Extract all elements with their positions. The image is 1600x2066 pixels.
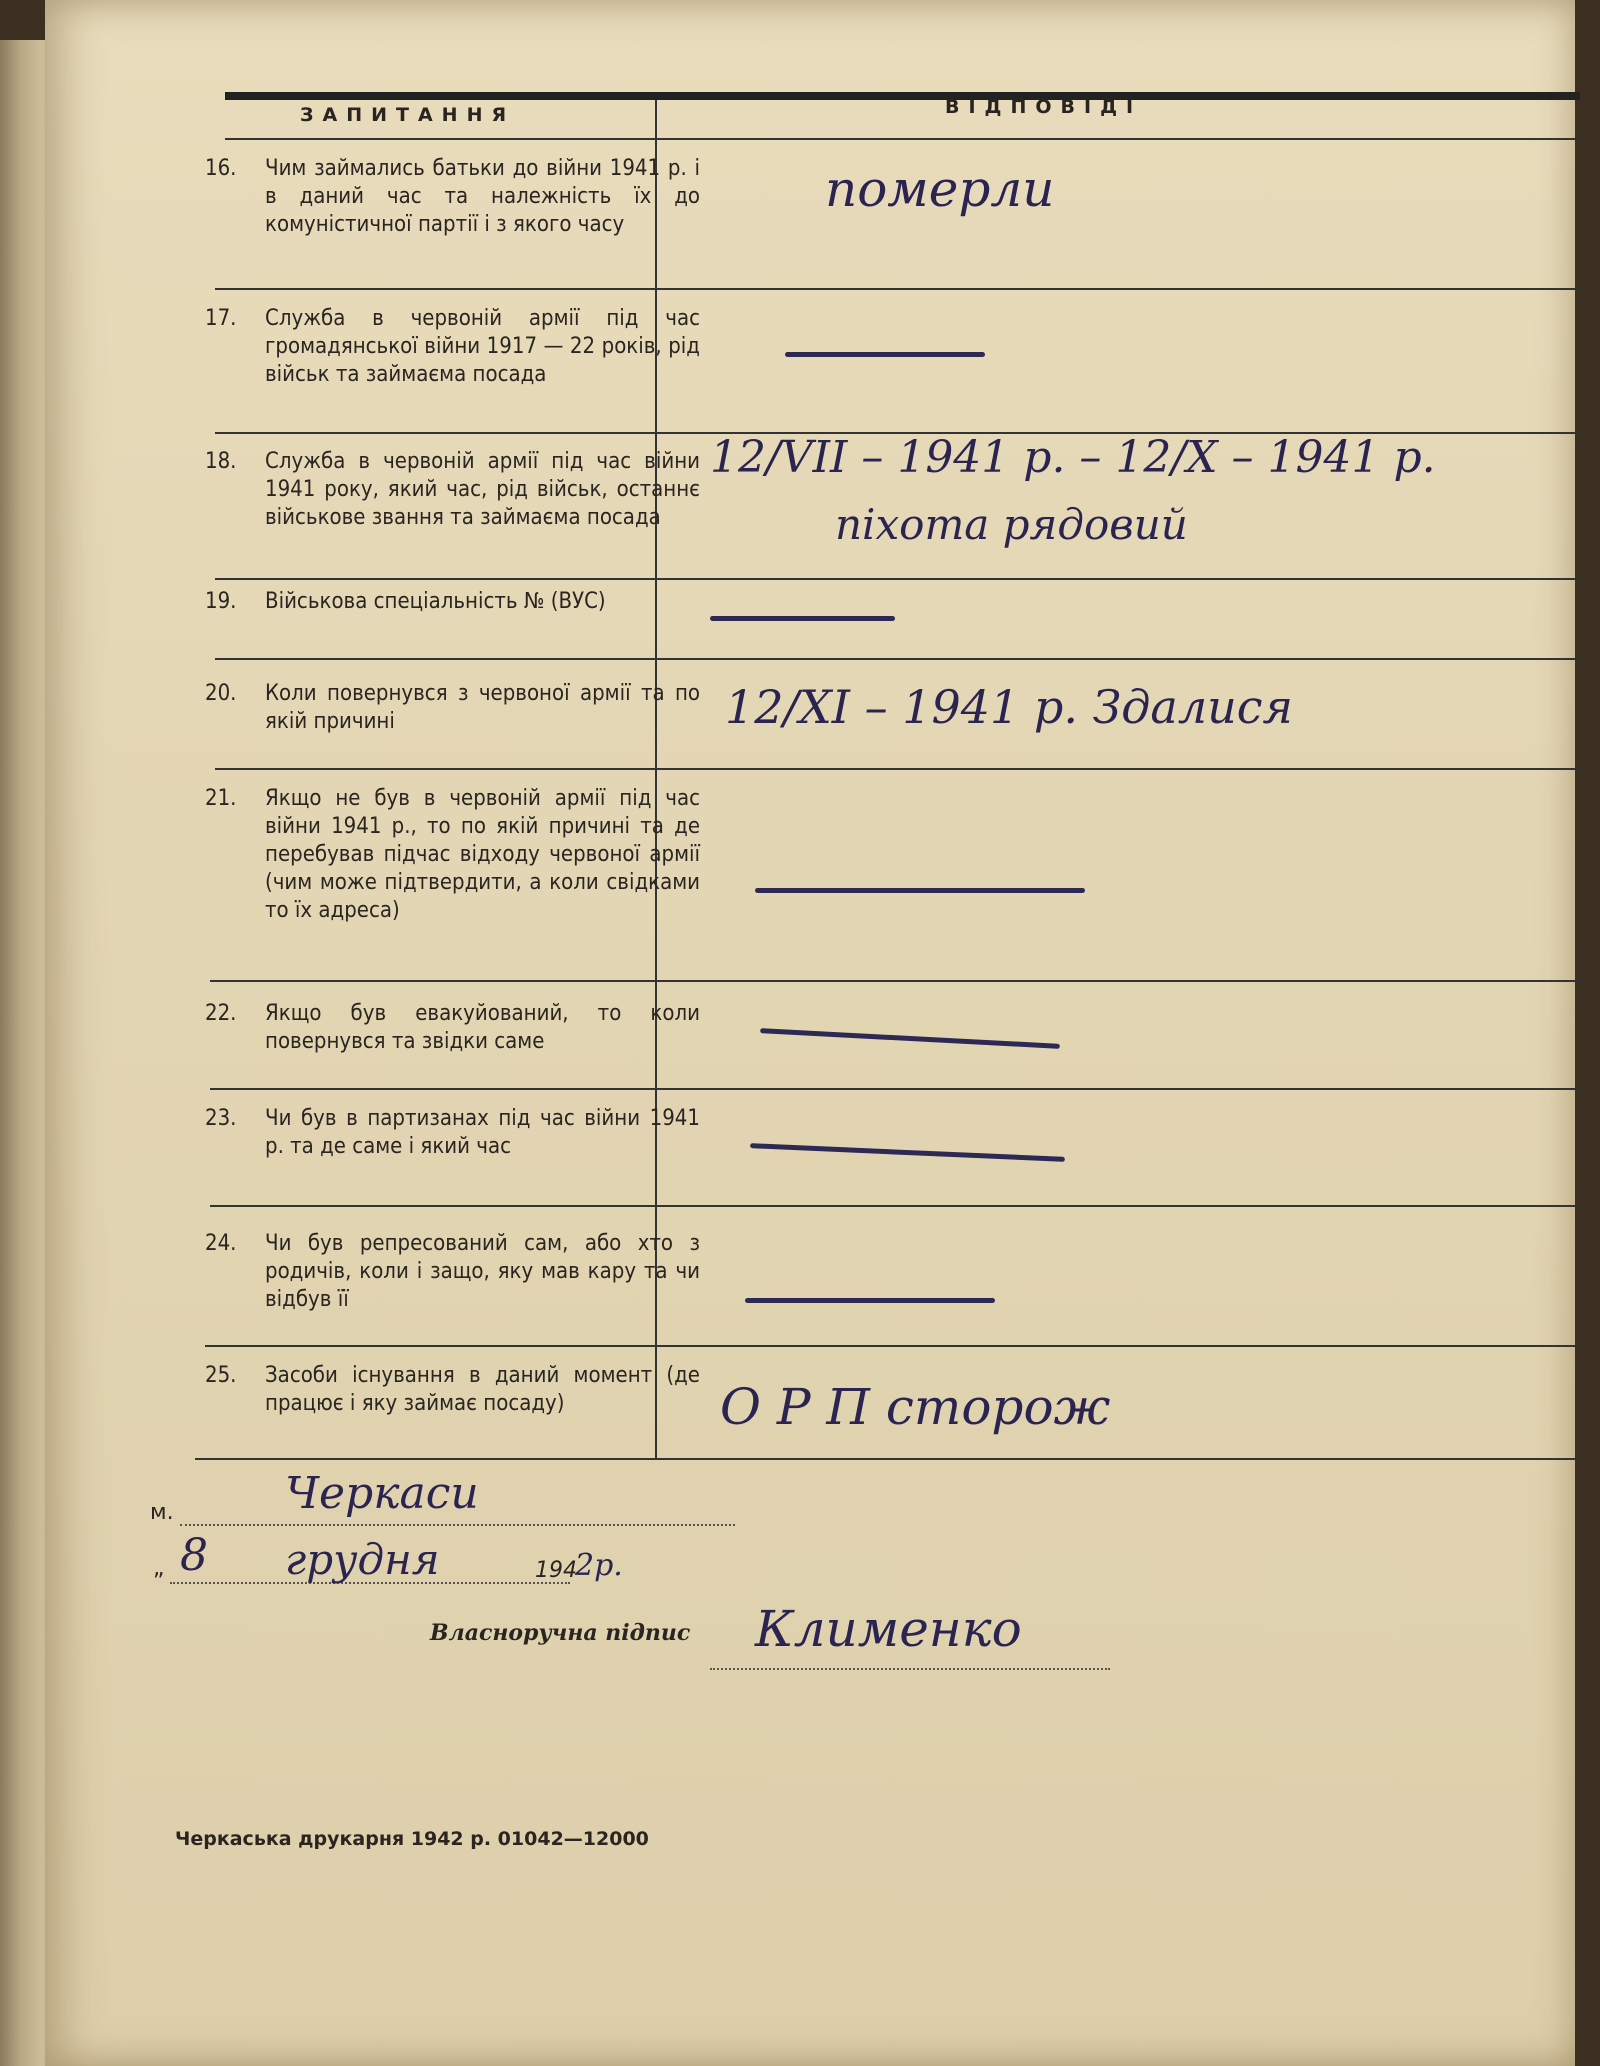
question-23 (205, 1105, 700, 1161)
question-number: 16. (205, 156, 237, 181)
answer-18-rank: піхота рядовий (835, 500, 1188, 549)
row-rule (210, 1088, 1580, 1090)
row-rule (215, 768, 1580, 770)
year-hand: 2р. (575, 1548, 623, 1583)
answer-24-dash (745, 1298, 995, 1303)
question-number: 17. (205, 306, 237, 331)
question-text: Якщо не був в червоній армії під час війни 1941 р., то по якій причині та де перебував підчас відходу червоної армії (чим може підтвердити, а коли свідками то їх адреса) (265, 786, 700, 923)
row-rule (215, 658, 1580, 660)
row-rule (205, 1345, 1580, 1347)
answer-19-dash (710, 616, 895, 621)
city-handwritten: Черкаси (285, 1468, 479, 1519)
date-month: грудня (285, 1535, 440, 1584)
answer-20: 12/XI – 1941 р. Здалися (725, 680, 1293, 734)
answer-17-dash (785, 352, 985, 357)
row-rule (210, 1205, 1580, 1207)
answer-21-dash (755, 888, 1085, 893)
questions-header: ЗАПИТАННЯ (300, 104, 516, 126)
row-rule (210, 980, 1580, 982)
answer-16: померли (825, 160, 1055, 218)
answer-18-dates: 12/VII – 1941 р. – 12/X – 1941 р. (710, 432, 1436, 483)
question-text: Якщо був евакуйований, то коли повернувся та звідки саме (265, 1001, 700, 1054)
question-20 (205, 680, 700, 736)
question-text: Служба в червоній армії під час війни 1941 року, який час, рід військ, останнє військове звання та займаєма посада (265, 449, 700, 530)
row-rule (215, 288, 1580, 290)
question-text: Засоби існування в даний момент (де працює і яку займає посаду) (265, 1363, 700, 1416)
question-number: 24. (205, 1231, 237, 1256)
signature: Клименко (755, 1600, 1022, 1658)
question-number: 23. (205, 1106, 237, 1131)
question-22 (205, 1000, 700, 1056)
date-quote: „ (153, 1556, 165, 1581)
answer-23-dash (750, 1143, 1065, 1162)
row-rule (215, 578, 1580, 580)
question-number: 22. (205, 1001, 237, 1026)
question-number: 19. (205, 589, 237, 614)
question-number: 21. (205, 786, 237, 811)
answer-22-dash (760, 1028, 1060, 1049)
question-text: Чи був репресований сам, або хто з родичів, коли і защо, яку мав кару та чи відбув її (265, 1231, 700, 1312)
city-prefix: м. (150, 1500, 174, 1525)
answer-25: О Р П сторож (720, 1378, 1111, 1436)
question-number: 18. (205, 449, 237, 474)
question-18 (205, 448, 700, 532)
question-number: 25. (205, 1363, 237, 1388)
question-number: 20. (205, 681, 237, 706)
signature-line (710, 1668, 1110, 1670)
header-bottom-rule (225, 138, 1580, 140)
date-day: 8 (180, 1530, 208, 1581)
answers-header: ВІДПОВІДІ (945, 96, 1143, 118)
question-16 (205, 155, 700, 239)
question-text: Служба в червоній армії під час громадянської війни 1917 — 22 років, рід військ та займаєма посада (265, 306, 700, 387)
form-page (45, 0, 1575, 2066)
question-17 (205, 305, 700, 389)
question-25 (205, 1362, 700, 1418)
question-text: Чим займались батьки до війни 1941 р. і в даний час та належність їх до комуністичної партії і з якого часу (265, 156, 700, 237)
row-rule (195, 1458, 1580, 1460)
question-24 (205, 1230, 700, 1314)
city-line (180, 1524, 735, 1526)
question-text: Військова спеціальність № (ВУС) (265, 589, 606, 614)
year-print: 194 (535, 1558, 577, 1583)
question-21 (205, 785, 700, 925)
question-19 (205, 588, 700, 616)
signature-label: Власноручна підпис (430, 1620, 691, 1646)
printer-imprint: Черкаська друкарня 1942 р. 01042—12000 (175, 1828, 649, 1850)
header-thick-rule (225, 92, 1580, 100)
question-text: Коли повернувся з червоної армії та по якій причині (265, 681, 700, 734)
question-text: Чи був в партизанах під час війни 1941 р. та де саме і який час (265, 1106, 700, 1159)
